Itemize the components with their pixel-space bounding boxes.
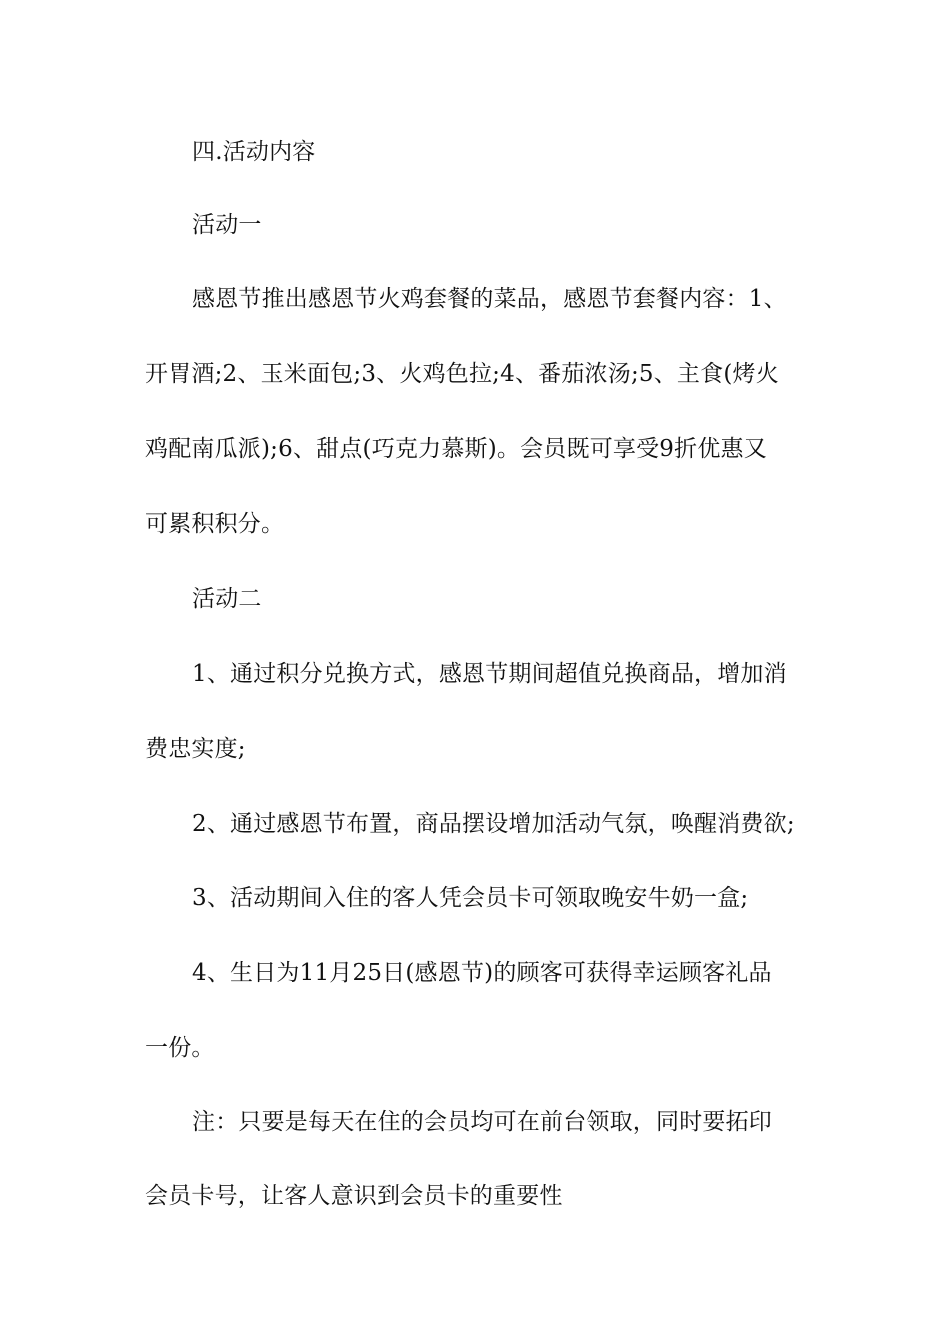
activity-two-item-1-line-2: 费忠实度; xyxy=(145,736,246,762)
activity-two-item-1-line-1: 1、通过积分兑换方式，感恩节期间超值兑换商品，增加消 xyxy=(192,661,787,687)
activity-one-text-line-1: 感恩节推出感恩节火鸡套餐的菜品，感恩节套餐内容：1、 xyxy=(192,286,787,312)
activity-one-text-line-2: 开胃酒;2、玉米面包;3、火鸡色拉;4、番茄浓汤;5、主食(烤火 xyxy=(145,361,779,387)
activity-one-text-line-3: 鸡配南瓜派);6、甜点(巧克力慕斯)。会员既可享受9折优惠又 xyxy=(145,436,767,462)
activity-two-item-3: 3、活动期间入住的客人凭会员卡可领取晚安牛奶一盒; xyxy=(192,885,749,911)
note-line-1: 注：只要是每天在住的会员均可在前台领取，同时要拓印 xyxy=(192,1109,772,1135)
activity-one-text-line-4: 可累积积分。 xyxy=(145,511,285,537)
activity-two-item-2: 2、通过感恩节布置，商品摆设增加活动气氛，唤醒消费欲; xyxy=(192,811,795,837)
activity-one-heading: 活动一 xyxy=(192,212,262,238)
activity-two-item-4-line-2: 一份。 xyxy=(145,1035,215,1061)
section-heading: 四.活动内容 xyxy=(192,139,316,165)
activity-two-heading: 活动二 xyxy=(192,586,262,612)
activity-two-item-4-line-1: 4、生日为11月25日(感恩节)的顾客可获得幸运顾客礼品 xyxy=(192,960,772,986)
note-line-2: 会员卡号，让客人意识到会员卡的重要性 xyxy=(145,1183,563,1209)
